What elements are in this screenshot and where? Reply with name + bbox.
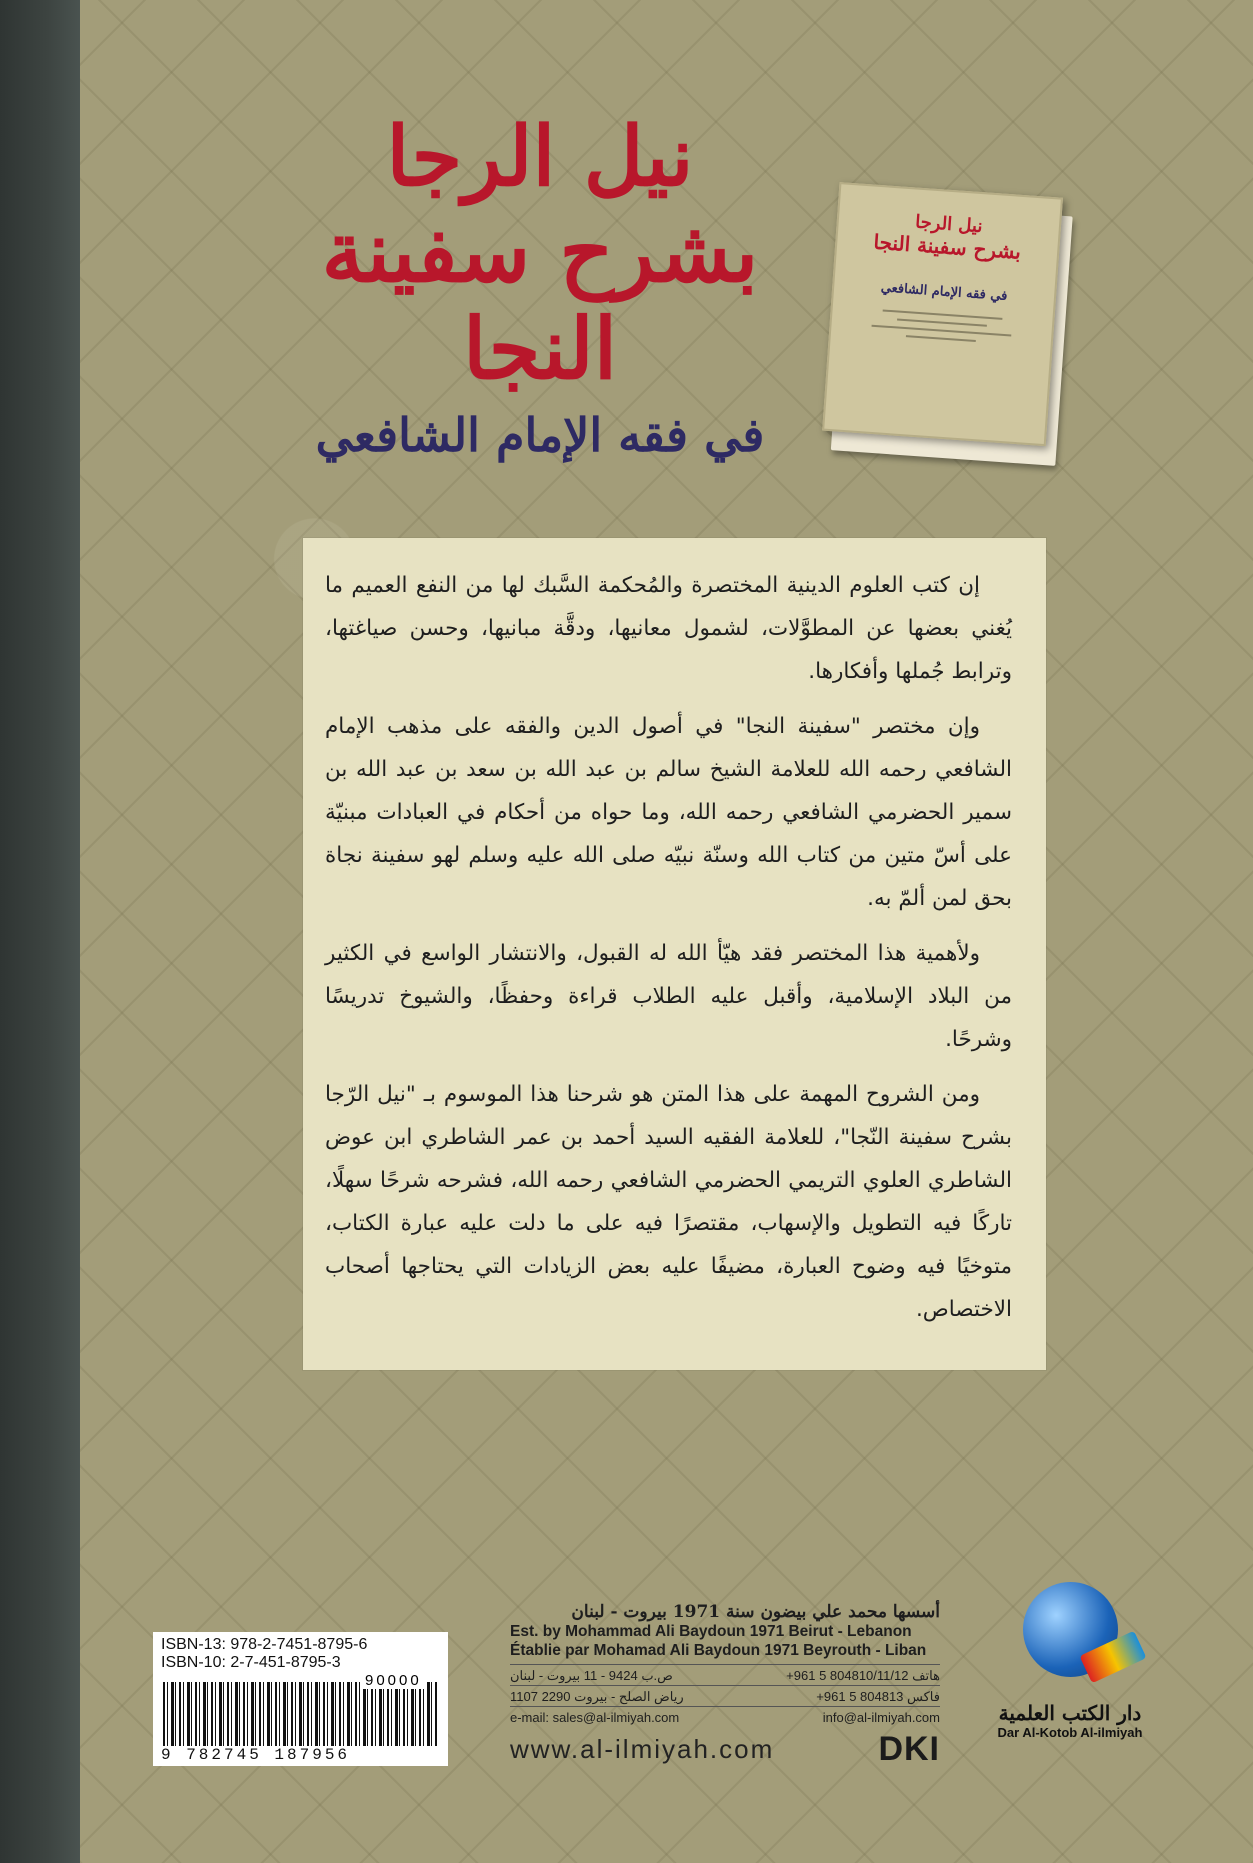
mini-title-1: نيل الرجا — [914, 211, 984, 238]
book-thumbnail — [821, 182, 1074, 463]
barcode-label — [153, 1632, 448, 1766]
title-line-3: في فقه الإمام الشافعي — [315, 408, 765, 463]
phone-label: هاتف — [912, 1668, 940, 1683]
publisher-info — [510, 1602, 940, 1769]
fax-label: فاكس — [907, 1689, 940, 1704]
publisher-est-en: Est. by Mohammad Ali Baydoun 1971 Beirut - Lebanon — [510, 1623, 912, 1640]
mini-title-3: في فقه الإمام الشافعي — [880, 280, 1008, 305]
isbn-10: ISBN-10: 2-7-451-8795-3 — [161, 1654, 341, 1671]
blurb-paragraph-3: ولأهمية هذا المختصر فقد هيّأ الله له القبول، والانتشار الواسع في الكثير من البلاد الإسلامية، وأقبل عليه الطلاب قراءة وحفظًا، والشيوخ تدريسًا وشرحًا. — [325, 941, 1012, 1052]
sales-email: e-mail: sales@al-ilmiyah.com — [510, 1710, 680, 1725]
isbn-13: ISBN-13: 978-2-7451-8795-6 — [161, 1636, 368, 1653]
title-line-1: نيل الرجا — [386, 109, 694, 205]
address: 1107 2290 رياض الصلح - بيروت — [510, 1689, 684, 1704]
title-line-2: بشرح سفينة النجا — [321, 202, 759, 398]
website-row — [510, 1730, 940, 1769]
phone-number: +961 5 804810/11/12 — [786, 1668, 909, 1683]
blurb-panel — [303, 538, 1046, 1370]
book-front-cover — [822, 182, 1063, 446]
po-box: ص.ب 9424 - 11 بيروت - لبنان — [510, 1668, 673, 1683]
contact-row-2 — [510, 1685, 940, 1706]
contact-row-1 — [510, 1664, 940, 1685]
fax-number: +961 5 804813 — [816, 1689, 904, 1704]
blurb-paragraph-4: ومن الشروح المهمة على هذا المتن هو شرحنا هذا الموسوم بـ "نيل الرّجا بشرح سفينة النّجا"، للعلامة الفقيه السيد أحمد بن عمر الشاطري ابن عوض الشاطري العلوي التريمي الحضرمي الشافعي رحمه الله، فشرحه شرحًا سهلًا، تاركًا فيه التطويل والإسهاب، مقتصرًا فيه على ما دلت عليه عبارة الكتاب، متوخيًا فيه وضوح العبارة، مضيفًا عليه بعض الزيادات التي يحتاجها أصحاب الاختصاص. — [325, 1082, 1012, 1322]
barcode-addon: 90000 — [365, 1672, 422, 1689]
info-email: info@al-ilmiyah.com — [822, 1710, 940, 1725]
mini-title-2: بشرح سفينة النجا — [872, 229, 1022, 264]
contact-row-3 — [510, 1706, 940, 1726]
logo-name-en: Dar Al-Kotob Al-ilmiyah — [997, 1725, 1143, 1740]
swoosh-icon — [1079, 1631, 1146, 1684]
logo-name-ar: دار الكتب العلمية — [998, 1701, 1142, 1725]
publisher-logo — [990, 1582, 1150, 1772]
mini-text-lines — [866, 308, 1017, 344]
barcode-number: 9 782745 187956 — [161, 1746, 351, 1764]
dki-logo: DKI — [878, 1730, 940, 1768]
cover-title — [260, 110, 820, 468]
book-spine — [0, 0, 80, 1863]
website-url: www.al-ilmiyah.com — [510, 1734, 775, 1764]
globe-icon — [1023, 1582, 1118, 1677]
publisher-est-fr: Établie par Mohamad Ali Baydoun 1971 Beyrouth - Liban — [510, 1642, 927, 1659]
barcode-bars — [163, 1682, 438, 1746]
blurb-paragraph-1: إن كتب العلوم الدينية المختصرة والمُحكمة السَّبك لها من النفع العميم ما يُغني بعضها عن المطوَّلات، لشمول معانيها، ودقَّة مبانيها، وحسن صياغتها، وترابط جُملها وأفكارها. — [325, 573, 1012, 684]
blurb-text — [325, 564, 1012, 1343]
blurb-paragraph-2: وإن مختصر "سفينة النجا" في أصول الدين والفقه على مذهب الإمام الشافعي رحمه الله للعلامة الشيخ سالم بن عبد الله بن سعد بن عبد الله بن سمير الحضرمي الشافعي رحمه الله، وما حواه من أحكام في العبادات مبنيّة على أسّ متين من كتاب الله وسنّة نبيّه صلى الله عليه وسلم لهو سفينة نجاة بحق لمن ألمّ به. — [325, 714, 1012, 911]
publisher-founded-ar: أسسها محمد علي بيضون سنة 1971 بيروت - لبنان — [571, 1602, 940, 1622]
